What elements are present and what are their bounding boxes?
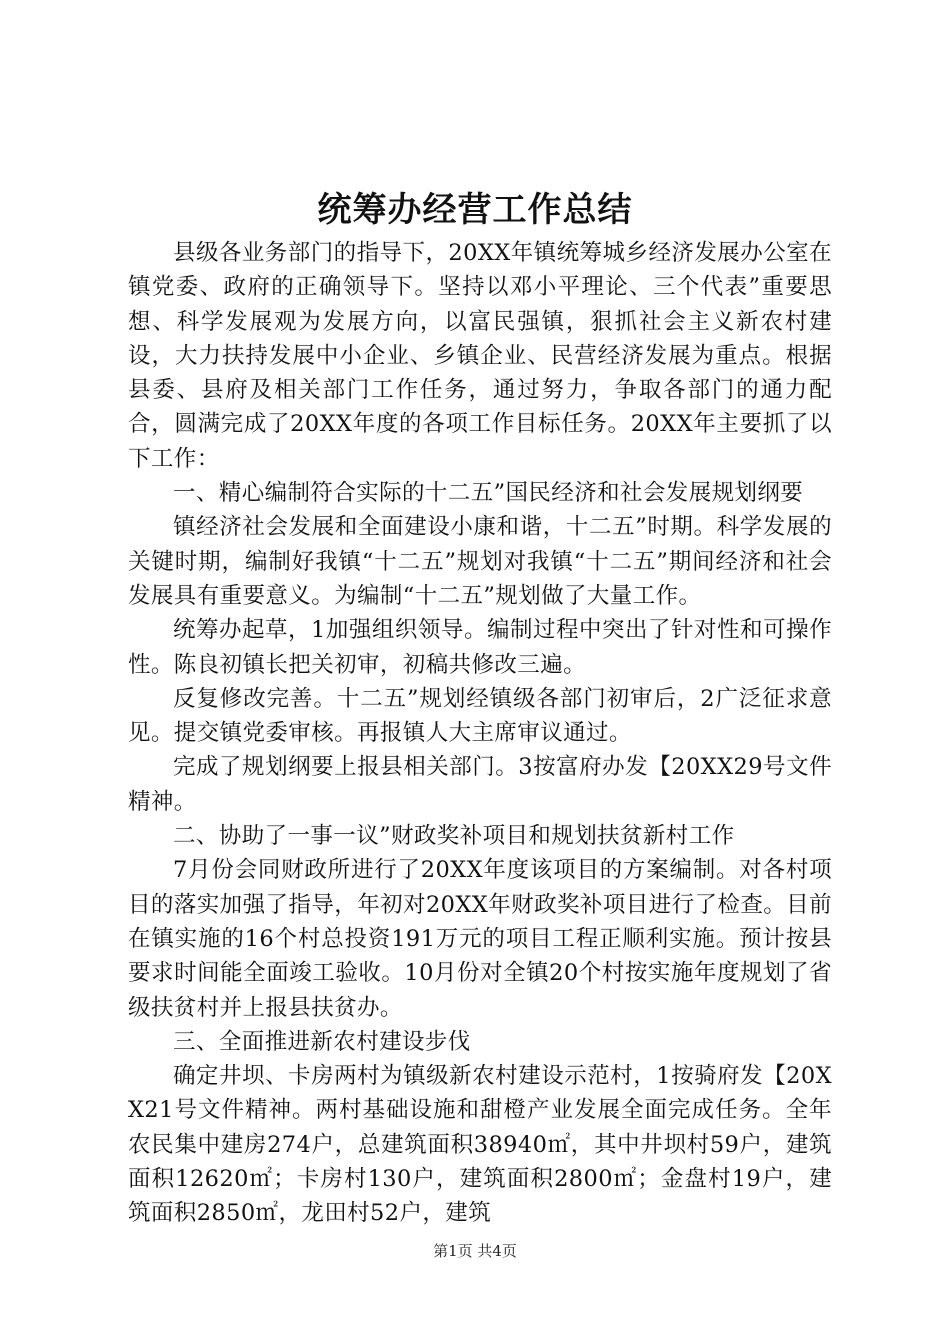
page-number-footer: 第1页 共4页 (433, 1242, 517, 1260)
section-heading: 三、全面推进新农村建设步伐 (173, 1028, 471, 1055)
paragraph: 反复修改完善。十二五”规划经镇级各部门初审后，2广泛征求意见。提交镇党委审核。再报镇人大主席审议通过。 (128, 685, 832, 747)
section-heading: 二、协助了一事一议”财政奖补项目和规划扶贫新村工作 (173, 823, 735, 850)
paragraph: 统筹办起草，1加强组织领导。编制过程中突出了针对性和可操作性。陈良初镇长把关初审，初稿共修改三遍。 (128, 617, 832, 678)
paragraph: 7月份会同财政所进行了20XX年度该项目的方案编制。对各村项目的落实加强了指导，年初对20XX年财政奖补项目进行了检查。目前在镇实施的16个村总投资191万元的项目工程正顺利实施。预计按县要求时间能全面竣工验收。10月份对全镇20个村按实施年度规划了省级扶贫村并上报县扶贫办。 (128, 857, 832, 1021)
paragraph: 确定井坝、卡房两村为镇级新农村建设示范村，1按骑府发【20XX21号文件精神。两村基础设施和甜橙产业发展全面完成任务。全年农民集中建房274户，总建筑面积38940㎡，其中井坝村59户，建筑面积12620㎡；卡房村130户，建筑面积2800㎡；金盘村19户，建筑面积2850㎡，龙田村52户，建筑 (128, 1063, 832, 1227)
document-title: 统筹办经营工作总结 (317, 190, 633, 230)
document-body (128, 236, 832, 1231)
paragraph: 完成了规划纲要上报县相关部门。3按富府办发【20XX29号文件精神。 (128, 754, 832, 815)
paragraph: 镇经济社会发展和全面建设小康和谐，十二五”时期。科学发展的关键时期，编制好我镇“十二五”规划对我镇“十二五”期间经济和社会发展具有重要意义。为编制“十二五”规划做了大量工作。 (128, 514, 832, 609)
section-heading: 一、精心编制符合实际的十二五”国民经济和社会发展规划纲要 (173, 480, 804, 507)
paragraph: 县级各业务部门的指导下，20XX年镇统筹城乡经济发展办公室在镇党委、政府的正确领导下。坚持以邓小平理论、三个代表”重要思想、科学发展观为发展方向，以富民强镇，狠抓社会主义新农村建设，大力扶持发展中小企业、乡镇企业、民营经济发展为重点。根据县委、县府及相关部门工作任务，通过努力，争取各部门的通力配合，圆满完成了20XX年度的各项工作目标任务。20XX年主要抓了以下工作： (128, 240, 832, 472)
